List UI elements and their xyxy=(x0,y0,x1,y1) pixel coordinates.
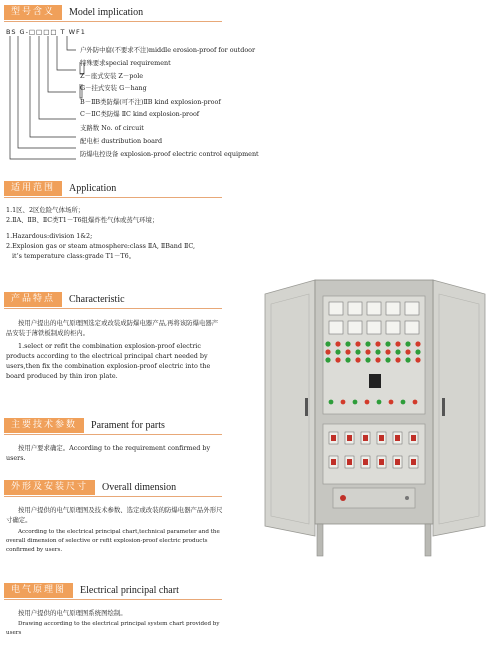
dimension-rule xyxy=(4,496,222,497)
indicator-light xyxy=(365,349,370,354)
push-button xyxy=(341,400,346,405)
push-button xyxy=(401,400,406,405)
breaker-handle xyxy=(347,435,352,441)
model-code: BS G-□□□□ T WF1 xyxy=(6,28,86,36)
indicator-light xyxy=(325,341,330,346)
meter-gauge xyxy=(386,321,400,334)
chart-cn: 按用户提供的电气原理图系统图绘制。 xyxy=(18,609,127,617)
meter-gauge xyxy=(348,321,362,334)
cabinet-photo xyxy=(261,278,489,558)
meter-gauge xyxy=(386,302,400,315)
indicator-light xyxy=(375,341,380,346)
indicator-light xyxy=(405,341,410,346)
push-button xyxy=(377,400,382,405)
indicator-light xyxy=(355,357,360,362)
chart-tag: 电气原理图 xyxy=(4,583,73,598)
chart-en: Drawing according to the electrical principal system chart provided by users xyxy=(6,621,220,636)
indicator-light xyxy=(345,341,350,346)
breaker-handle xyxy=(395,435,400,441)
indicator-light xyxy=(405,357,410,362)
indicator-light xyxy=(345,357,350,362)
indicator-light xyxy=(395,357,400,362)
meter-gauge xyxy=(405,302,419,315)
characteristic-title: Characteristic xyxy=(69,294,125,305)
meter-gauge xyxy=(329,302,343,315)
dimension-text xyxy=(6,505,224,555)
push-button xyxy=(413,400,418,405)
characteristic-section-header xyxy=(4,292,125,307)
model-section-header xyxy=(4,5,143,20)
cabinet-leg xyxy=(425,524,431,556)
right-door xyxy=(433,280,485,536)
cabinet-leg xyxy=(317,524,323,556)
model-rule xyxy=(4,21,222,22)
breaker-handle xyxy=(331,435,336,441)
selector-switch xyxy=(369,374,381,388)
dimension-cn: 按用户提供的电气原理图及技术参数、选定或改装的防爆电器产品外形尺寸确定。 xyxy=(6,506,223,524)
model-title: Model implication xyxy=(69,7,144,18)
indicator-light xyxy=(345,349,350,354)
parts-text-line: 按用户要求确定。According to the requirement confirmed by users. xyxy=(6,444,211,462)
model-item-equipment: 防爆电控设备 explosion-proof electric control equipment xyxy=(80,150,259,158)
breaker-handle xyxy=(379,459,384,465)
left-door-handle xyxy=(305,398,308,416)
terminal-screw xyxy=(405,496,409,500)
model-tag: 型号含义 xyxy=(4,5,62,20)
parts-title: Parament for parts xyxy=(91,420,165,431)
meter-gauge xyxy=(348,302,362,315)
application-rule xyxy=(4,197,222,198)
model-item-circuit: 支路数 No. of circuit xyxy=(80,124,144,132)
indicator-light xyxy=(385,357,390,362)
push-button xyxy=(365,400,370,405)
indicator-light xyxy=(375,349,380,354)
indicator-light xyxy=(415,357,420,362)
breaker-handle xyxy=(411,459,416,465)
meter-gauge xyxy=(405,321,419,334)
chart-title: Electrical principal chart xyxy=(80,585,179,596)
breaker-handle xyxy=(331,459,336,465)
application-tag: 适用范围 xyxy=(4,181,62,196)
chart-section-header xyxy=(4,583,179,598)
push-button xyxy=(353,400,358,405)
model-item-hang: G－挂式安装 G－hang xyxy=(80,84,147,92)
indicator-light xyxy=(335,341,340,346)
indicator-light xyxy=(335,349,340,354)
characteristic-en: 1.select or refit the combination explosion-proof electric products according to the electrical principal chart needed by users,then fix the combination explosion-proof electric into the board produced by thin iron plate. xyxy=(6,342,211,380)
model-item-special: 特殊要求special requirement xyxy=(80,59,171,67)
application-line: 2.ⅡA、ⅡB、ⅡC类T1－T6组爆炸性气体或蒸气环境； xyxy=(6,216,159,224)
model-diagram xyxy=(6,28,306,168)
characteristic-tag: 产品特点 xyxy=(4,292,62,307)
terminal-indicator xyxy=(340,495,346,501)
indicator-light xyxy=(385,341,390,346)
indicator-light xyxy=(325,357,330,362)
indicator-light xyxy=(405,349,410,354)
chart-rule xyxy=(4,599,222,600)
right-door-handle xyxy=(442,398,445,416)
indicator-light xyxy=(385,349,390,354)
application-line: it’s temperature class:grade T1－T6。 xyxy=(12,252,136,260)
parts-rule xyxy=(4,434,222,435)
breaker-handle xyxy=(379,435,384,441)
indicator-light xyxy=(335,357,340,362)
model-item-pole: Z－座式安装 Z－pole xyxy=(80,72,144,80)
application-section-header xyxy=(4,181,116,196)
characteristic-text xyxy=(6,318,224,381)
indicator-light xyxy=(355,341,360,346)
indicator-light xyxy=(395,341,400,346)
meter-gauge xyxy=(329,321,343,334)
indicator-light xyxy=(355,349,360,354)
model-item-board: 配电柜 dustribution board xyxy=(80,137,163,145)
indicator-light xyxy=(325,349,330,354)
application-line: 2.Explosion gas or steam atmosphere:class ⅡA, ⅡBand ⅡC, xyxy=(6,242,196,250)
breaker-handle xyxy=(411,435,416,441)
breaker-handle xyxy=(395,459,400,465)
push-button xyxy=(329,400,334,405)
dimension-en: According to the electrical principal chart,technical parameter and the overall dimension of selective or refit explosion-proof electric products confirmed by users. xyxy=(6,529,220,553)
characteristic-rule xyxy=(4,308,222,309)
parts-tag: 主要技术参数 xyxy=(4,418,84,433)
indicator-light xyxy=(395,349,400,354)
characteristic-cn: 按用户提出的电气原理图选定或改装成防爆电器产品,再将该防爆电器产品安装于薄铁板制成的柜内。 xyxy=(6,319,219,337)
breaker-handle xyxy=(363,435,368,441)
cabinet-illustration xyxy=(261,278,489,558)
application-text xyxy=(6,205,256,261)
model-item-iic: C－ⅡC类防爆 ⅡC kind explosion-proof xyxy=(80,110,200,118)
indicator-light xyxy=(415,341,420,346)
parts-text xyxy=(6,443,224,463)
breaker-handle xyxy=(347,459,352,465)
dimension-section-header xyxy=(4,480,176,495)
model-item-iib: B－ⅡB类防爆(可不注)ⅡB kind explosion-proof xyxy=(80,98,221,106)
model-item-outdoor: 户外防中腐(不要求不注)middle erosion-proof for outdoor xyxy=(80,46,256,54)
indicator-light xyxy=(415,349,420,354)
meter-gauge xyxy=(367,321,381,334)
parts-section-header xyxy=(4,418,165,433)
indicator-light xyxy=(365,341,370,346)
application-title: Application xyxy=(69,183,117,194)
indicator-light xyxy=(365,357,370,362)
application-line: 1.Hazardous:division 1&2; xyxy=(6,232,93,240)
application-line: 1.1区、2区危险气体场所； xyxy=(6,206,85,214)
dimension-tag: 外形及安装尺寸 xyxy=(4,480,95,495)
breaker-handle xyxy=(363,459,368,465)
dimension-title: Overall dimension xyxy=(102,482,177,493)
meter-gauge xyxy=(367,302,381,315)
chart-text xyxy=(6,608,224,638)
push-button xyxy=(389,400,394,405)
indicator-light xyxy=(375,357,380,362)
